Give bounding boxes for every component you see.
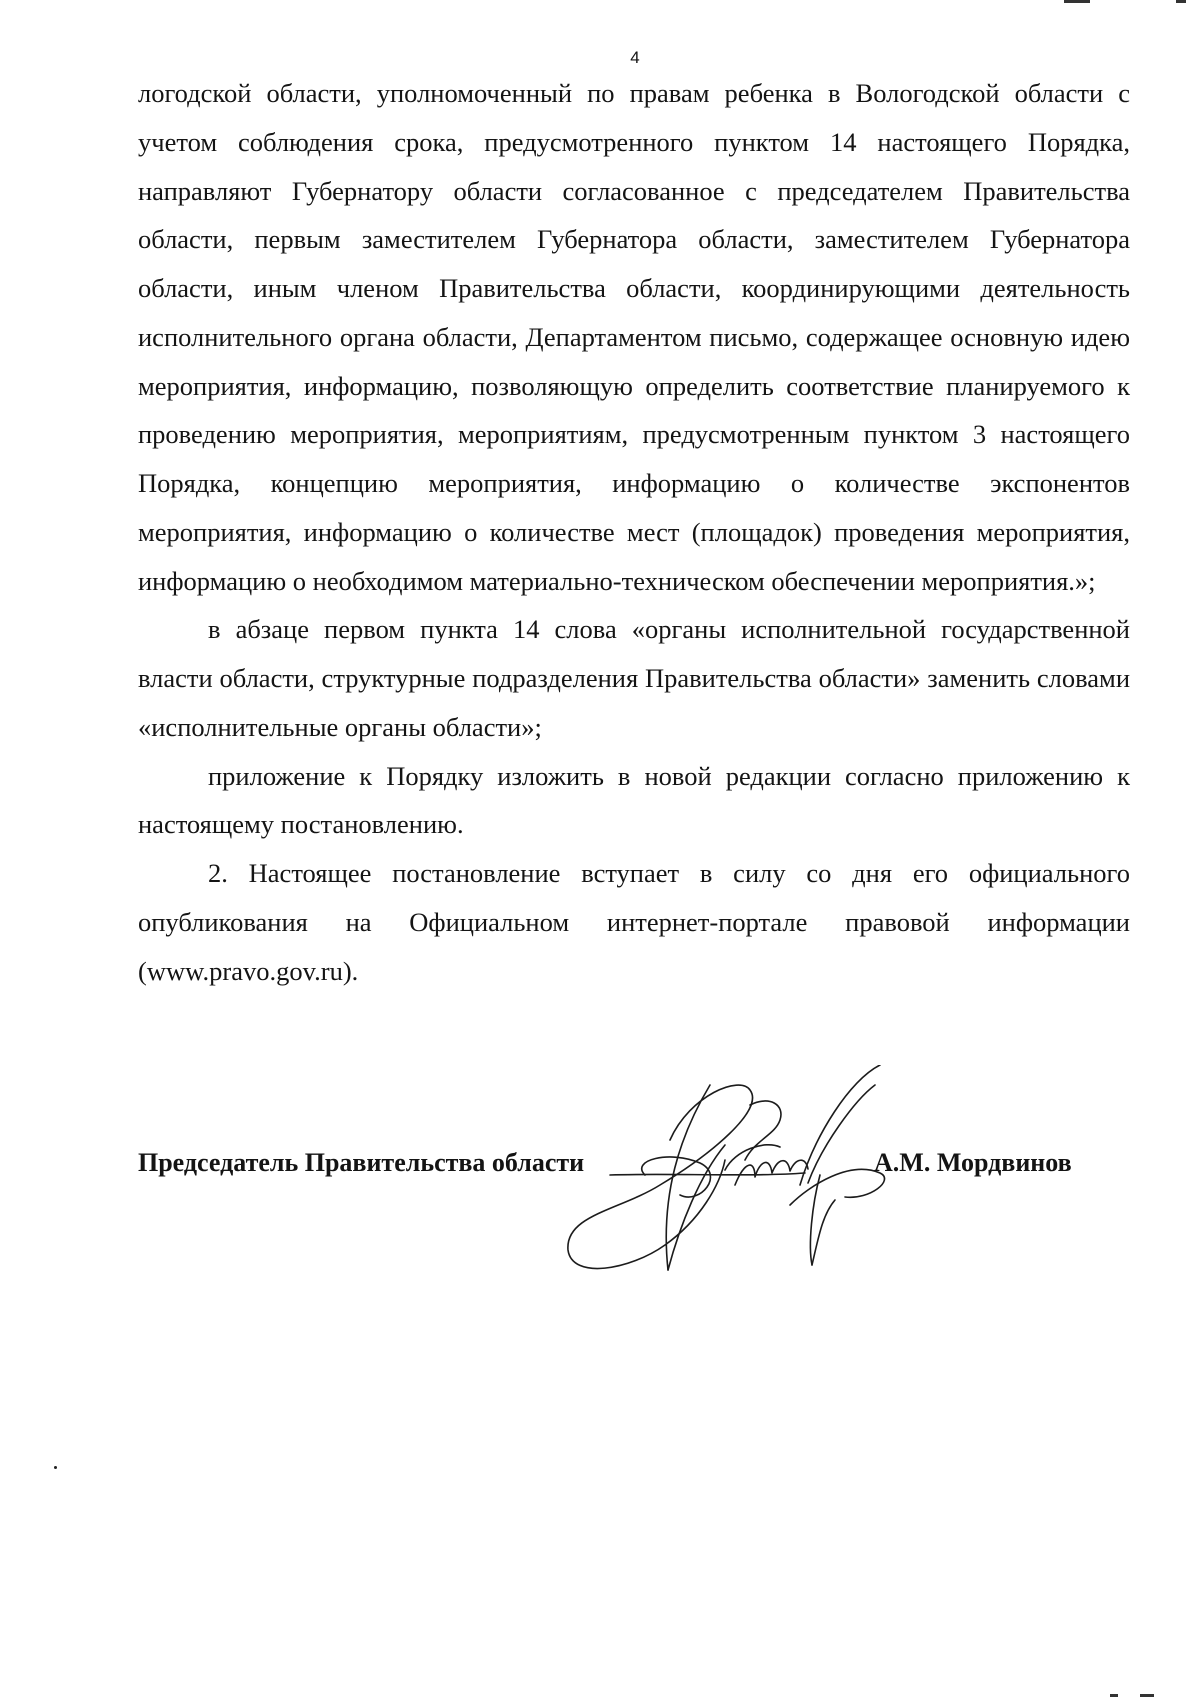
signature-block [138, 1143, 1098, 1183]
paragraph-continuation: логодской области, уполномоченный по правам ребенка в Вологодской области с учетом соблюдения срока, предусмотренного пунктом 14 настоящего Порядка, направляют Губернатору области согласованное с председателем Правительства области, первым заместителем Губернатора области, заместителем Губернатора области, иным членом Правительства области, координирующими деятельность исполнительного органа области, Департаментом письмо, содержащее основную идею мероприятия, информацию, позволяющую определить соответствие планируемого к проведению мероприятия, мероприятиям, предусмотренным пунктом 3 настоящего Порядка, концепцию мероприятия, информацию о количестве экспонентов мероприятия, информацию о количестве мест (площадок) проведения мероприятия, информацию о необходимом материально-техническом обеспечении мероприятия.»; [138, 78, 1130, 596]
document-body [138, 69, 1130, 995]
paragraph-entry-into-force: 2. Настоящее постановление вступает в силу со дня его официального опубликования на Официальном интернет-портале правовой информации (www.pravo.gov.ru). [138, 858, 1130, 986]
paragraph-amendment-point-14: в абзаце первом пункта 14 слова «органы исполнительной государственной власти области, структурные подразделения Правительства области» заменить словами «исполнительные органы области»; [138, 614, 1130, 742]
signatory-name: А.М. Мордвинов [874, 1148, 1072, 1177]
scan-edge-mark [1176, 0, 1186, 3]
scan-edge-mark [1064, 0, 1090, 3]
scan-artifact-dot [54, 1466, 57, 1469]
signatory-position: Председатель Правительства области [138, 1148, 585, 1177]
page-number: 4 [630, 48, 640, 67]
paragraph-appendix: приложение к Порядку изложить в новой редакции согласно приложению к настоящему постановлению. [138, 760, 1130, 840]
